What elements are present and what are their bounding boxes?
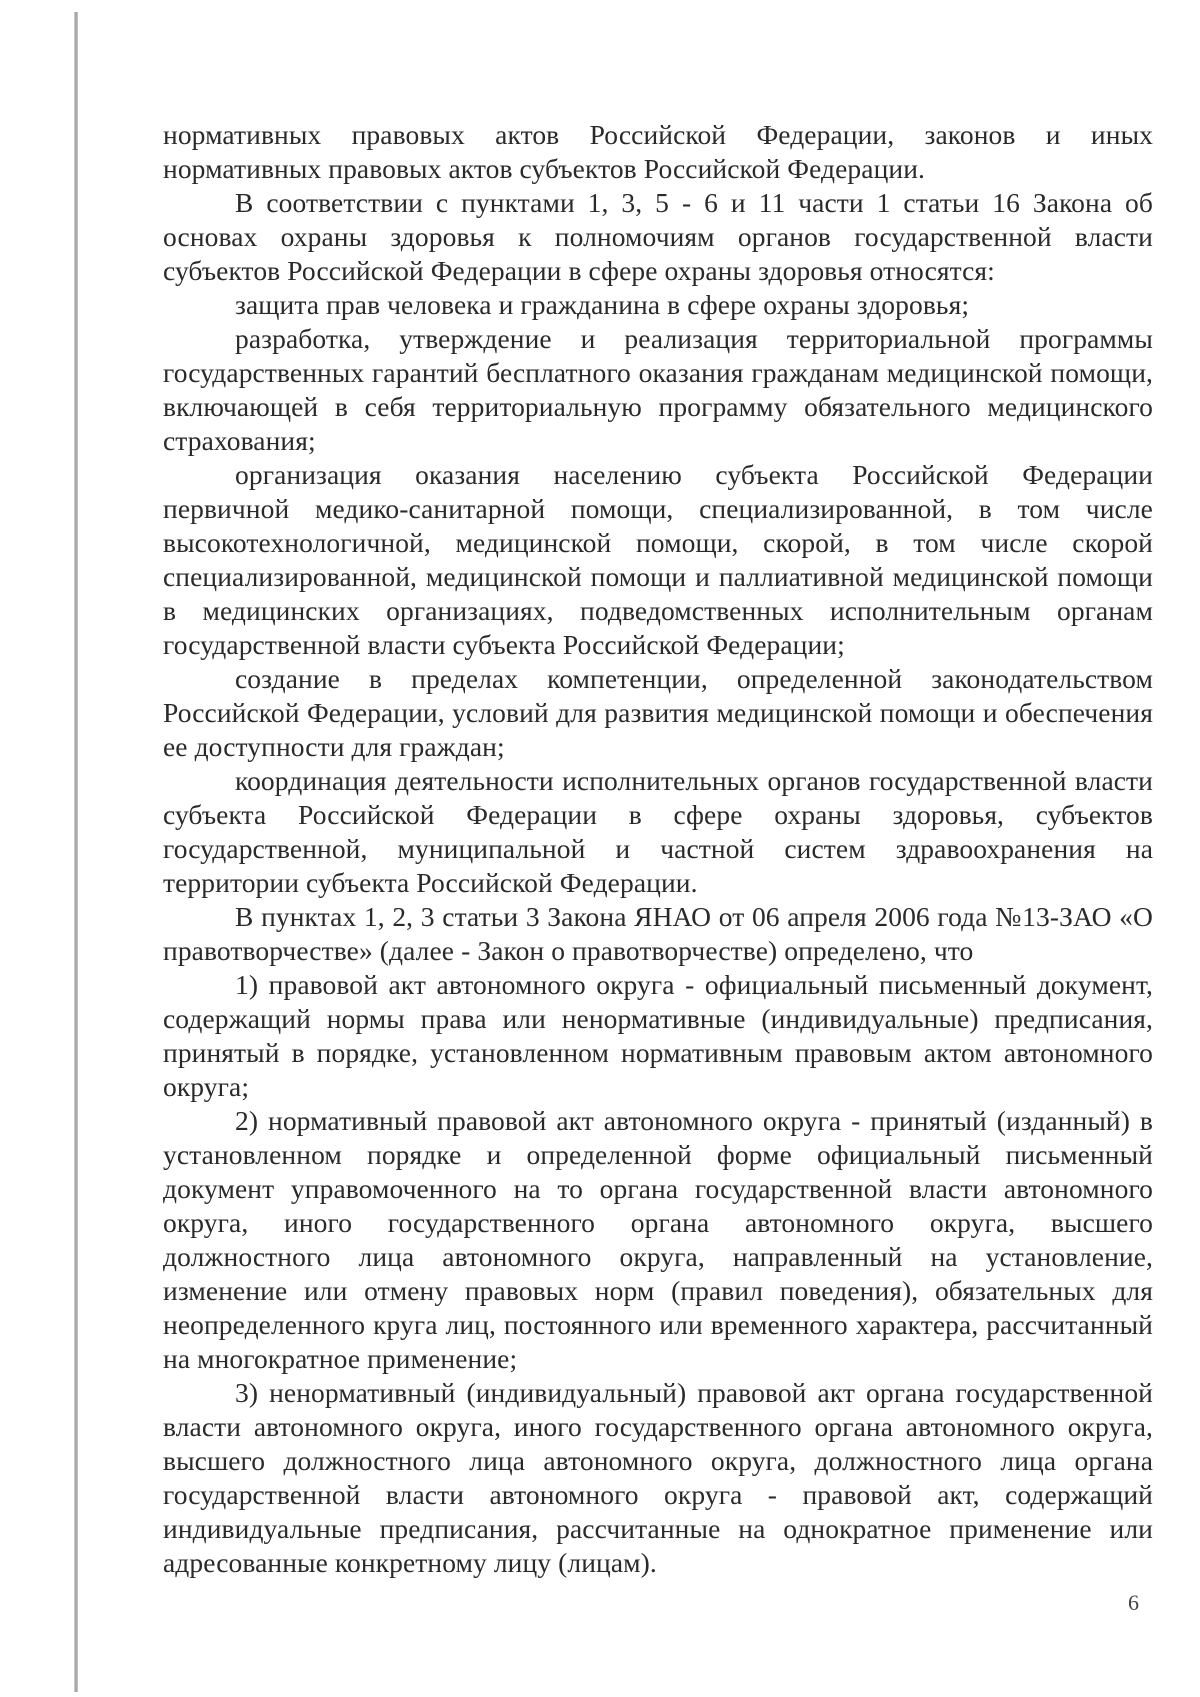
paragraph-coordination: координация деятельности исполнительных органов государственной власти субъекта Российской Федерации в сфере охраны здоровья, субъектов государственной, муниципальной и частной систем здравоохранения на территории субъекта Российской Федерации.	[163, 765, 1153, 898]
paragraph-rights-protection: защита прав человека и гражданина в сфере охраны здоровья;	[235, 289, 970, 320]
paragraph-item-3: 3) ненормативный (индивидуальный) правовой акт органа государственной власти автономного округа, иного государственного органа автономного округа, высшего должностного лица автономного округа, должностного лица органа государственной власти автономного округа - правовой акт, содержащий индивидуальные предписания, рассчитанные на однократное применение или адресованные конкретному лицу (лицам).	[163, 1377, 1153, 1578]
paragraph-continuation: нормативных правовых актов Российской Федерации, законов и иных нормативных правовых актов субъектов Российской Федерации.	[163, 119, 1153, 184]
document-body	[163, 118, 1153, 1580]
paragraph-yanao-law: В пунктах 1, 2, 3 статьи 3 Закона ЯНАО от 06 апреля 2006 года №13-ЗАО «О правотворчестве» (далее - Закон о правотворчестве) определено, что	[163, 901, 1153, 966]
paragraph-item-1: 1) правовой акт автономного округа - официальный письменный документ, содержащий нормы права или ненормативные (индивидуальные) предписания, принятый в порядке, установленном нормативным правовым актом автономного округа;	[163, 969, 1153, 1102]
paragraph-territorial-program: разработка, утверждение и реализация территориальной программы государственных гарантий бесплатного оказания гражданам медицинской помощи, включающей в себя территориальную программу обязательного медицинского страхования;	[163, 323, 1153, 456]
paragraph-item-2: 2) нормативный правовой акт автономного округа - принятый (изданный) в установленном порядке и определенной форме официальный письменный документ управомоченного на то органа государственной власти автономного округа, иного государственного органа автономного округа, высшего должностного лица автономного округа, направленный на установление, изменение или отмену правовых норм (правил поведения), обязательных для неопределенного круга лиц, постоянного или временного характера, рассчитанный на многократное применение;	[163, 1105, 1153, 1374]
paragraph-conditions-development: создание в пределах компетенции, определенной законодательством Российской Федерации, условий для развития медицинской помощи и обеспечения ее доступности для граждан;	[163, 663, 1153, 762]
page-number: 6	[1128, 1590, 1139, 1615]
paragraph-article-16: В соответствии с пунктами 1, 3, 5 - 6 и 11 части 1 статьи 16 Закона об основах охраны здоровья к полномочиям органов государственной власти субъектов Российской Федерации в сфере охраны здоровья относятся:	[163, 187, 1153, 286]
paragraph-medical-care-organization: организация оказания населению субъекта Российской Федерации первичной медико-санитарной помощи, специализированной, в том числе высокотехнологичной, медицинской помощи, скорой, в том числе скорой специализированной, медицинской помощи и паллиативной медицинской помощи в медицинских организациях, подведомственных исполнительным органам государственной власти субъекта Российской Федерации;	[163, 459, 1153, 660]
scan-binding-edge	[74, 12, 78, 1692]
